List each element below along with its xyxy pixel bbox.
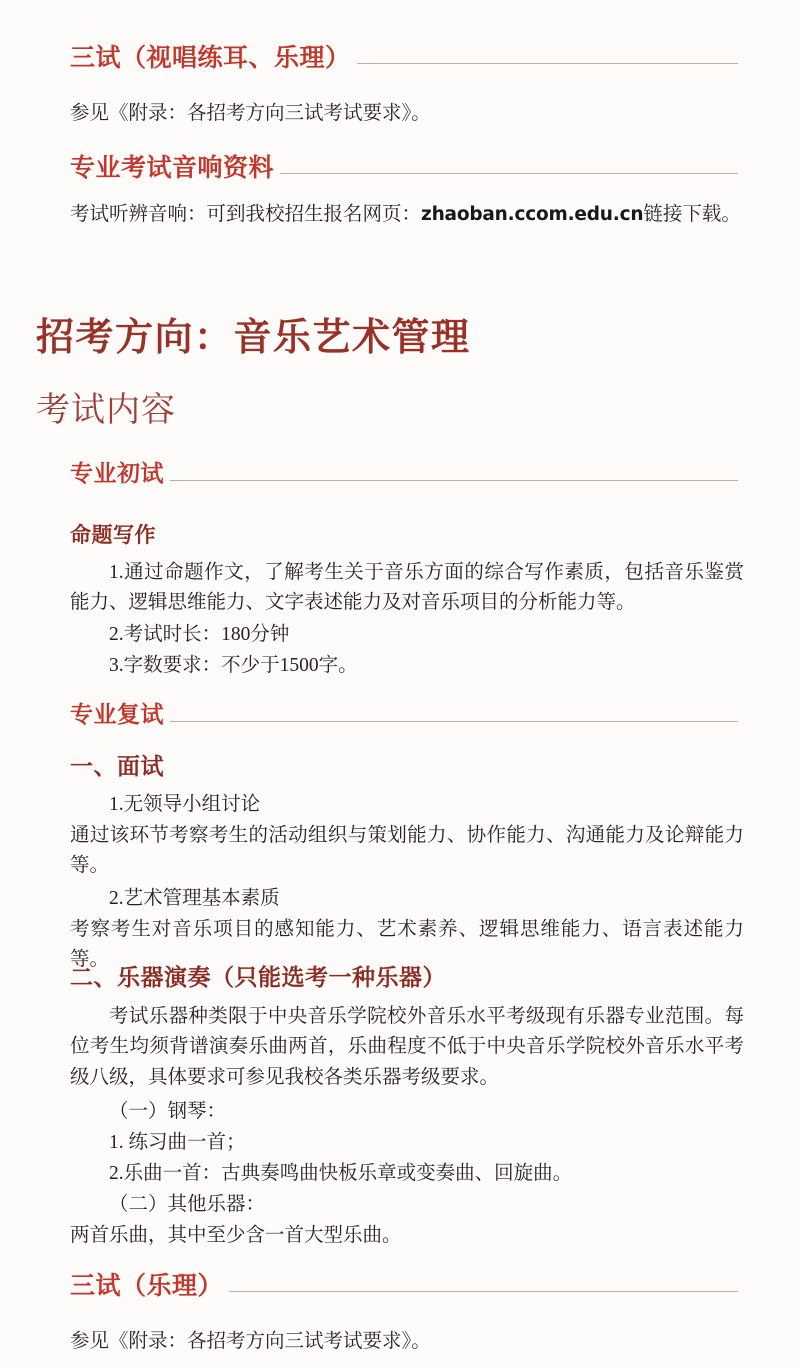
heading-rule [357,63,738,64]
section-heading-primary-exam [70,463,738,486]
audio-note-paragraph [70,200,744,230]
interview-item-1-body: 通过该环节考察考生的活动组织与策划能力、协作能力、沟通能力及论辩能力等。 [70,825,744,877]
heading-rule [170,480,738,481]
interview-item-1-label: 1.无领导小组讨论 [109,794,261,815]
section-heading-label: 专业复试 [70,702,164,728]
instrument-group-a-label: （一）钢琴： [109,1101,227,1122]
instrument-group-b-label: （二）其他乐器： [109,1194,266,1215]
section-heading-sanshi-yueli [70,1273,738,1298]
page-title: 招考方向：音乐艺术管理 [36,315,471,359]
admissions-website-url[interactable]: zhaoban.ccom.edu.cn [421,204,644,225]
interview-item-2-body: 考察考生对音乐项目的感知能力、艺术素养、逻辑思维能力、语言表述能力等。 [70,919,744,971]
minor-heading-interview: 一、面试 [70,754,164,780]
instrument-group-a-item-1: 1. 练习曲一首； [109,1132,246,1153]
minor-heading-instrument-performance: 二、乐器演奏（只能选考一种乐器） [70,965,446,991]
instrument-group-b-item-1: 两首乐曲，其中至少含一首大型乐曲。 [70,1225,402,1246]
section-heading-audio-materials [70,155,738,180]
minor-heading-writing-topic: 命题写作 [70,523,156,547]
section-subtitle-exam-content: 考试内容 [36,392,176,429]
heading-rule [280,173,738,174]
section-heading-sanshi-shichang [70,45,738,70]
audio-note-prefix: 考试听辨音响：可到我校招生报名网页： [70,204,422,225]
section-heading-label: 三试（乐理） [70,1271,224,1300]
heading-rule [170,721,738,722]
section-heading-label: 专业初试 [70,461,164,487]
primary-exam-item-2: 2.考试时长：180分钟 [109,624,290,645]
primary-exam-item-1: 1.通过命题作文，了解考生关于音乐方面的综合写作素质，包括音乐鉴赏能力、逻辑思维能力、文字表述能力及对音乐项目的分析能力等。 [70,562,744,614]
section-heading-label: 三试（视唱练耳、乐理） [70,43,351,72]
audio-note-suffix: 链接下载。 [643,204,741,225]
instrument-group-a-item-2: 2.乐曲一首：古典奏鸣曲快板乐章或变奏曲、回旋曲。 [109,1163,573,1184]
heading-rule [229,1291,738,1292]
interview-item-2-label: 2.艺术管理基本素质 [109,888,280,909]
section-heading-label: 专业考试音响资料 [70,153,275,182]
instrument-performance-intro: 考试乐器种类限于中央音乐学院校外音乐水平考级现有乐器专业范围。每位考生均须背谱演奏乐曲两首，乐曲程度不低于中央音乐学院校外音乐水平考级八级，具体要求可参见我校各类乐器考级要求。 [70,1006,744,1088]
sanshi-yueli-note: 参见《附录：各招考方向三试考试要求》。 [70,1331,431,1352]
section-heading-second-exam [70,704,738,727]
sanshi-note-text: 参见《附录：各招考方向三试考试要求》。 [70,103,431,124]
primary-exam-item-3: 3.字数要求：不少于1500字。 [109,655,358,676]
